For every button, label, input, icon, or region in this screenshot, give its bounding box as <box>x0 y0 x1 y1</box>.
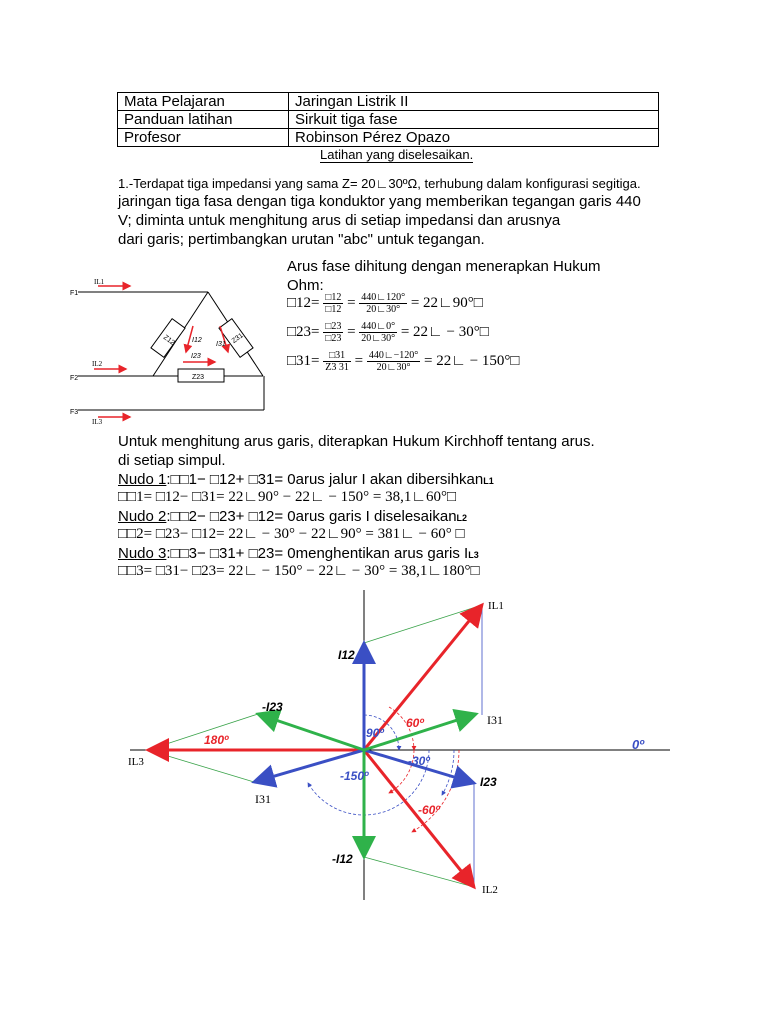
node-3-label: Nudo 3 <box>118 545 167 562</box>
z31-label: Z31 <box>230 332 245 345</box>
z12-label: Z12 <box>161 334 176 347</box>
node-1-subscript: L1 <box>483 476 494 486</box>
node-2-equation: □□2= □23− □12= 22∟ − 30° − 22∟90° = 381∟ − 60° □ <box>118 526 465 542</box>
eq-numerator: □12 <box>325 292 342 303</box>
problem-line-3: V; diminta untuk menghitung arus di setiap impedansi dan arusnya <box>118 212 561 229</box>
node-1-text: :□□1− □12+ □31= 0arus jalur I akan dibersihkan <box>166 471 484 488</box>
node-2-line <box>118 507 467 528</box>
f3-label: F3 <box>70 409 79 416</box>
delta-circuit-diagram <box>68 270 274 430</box>
phase-intro-1: Arus fase dihitung dengan menerapkan Hukum <box>287 258 601 275</box>
eq-denominator: □12 <box>325 304 342 315</box>
node-1-label: Nudo 1 <box>118 471 167 488</box>
eq-numerator: □31 <box>323 350 351 362</box>
eq-lhs: □23= <box>287 323 324 340</box>
table-row <box>118 111 659 129</box>
il3-label: IL3 <box>92 418 103 426</box>
eq-fraction <box>359 292 407 315</box>
phasor-diagram <box>120 585 680 905</box>
eq-denominator: □23 <box>325 333 342 344</box>
line-intro-2: di setiap simpul. <box>118 452 226 469</box>
angle-180-label: 180º <box>204 733 229 747</box>
table-key: Profesor <box>118 129 289 147</box>
eq-numerator: 440∟−120° <box>368 350 419 361</box>
eq-rhs: = 22∟ − 150°□ <box>420 352 520 369</box>
angle-60-label: 60º <box>406 716 424 730</box>
f2-label: F2 <box>70 375 79 382</box>
eq-sign: = <box>343 294 360 311</box>
node-2-text: :□□2− □23+ □12= 0arus garis I diselesaikan <box>166 508 457 525</box>
il2-label: IL2 <box>92 360 103 368</box>
angle-90-label: 90º <box>366 726 384 740</box>
i31-label-left: I31 <box>255 792 271 806</box>
problem-line-4: dari garis; pertimbangkan urutan "abc" untuk tegangan. <box>118 231 485 248</box>
eq-rhs: = 22∟ − 30°□ <box>397 323 489 340</box>
eq-rhs: = 22∟90°□ <box>407 294 483 311</box>
eq-denominator: 20∟30° <box>376 362 411 373</box>
minus-i23-label: -I23 <box>262 700 283 714</box>
f1-label: F1 <box>70 290 79 297</box>
table-value: Robinson Pérez Opazo <box>289 129 659 147</box>
phase-eq-3 <box>287 350 519 373</box>
node-1-line <box>118 470 494 491</box>
eq-numerator: 440∟0° <box>361 321 396 332</box>
problem-line-2: jaringan tiga fasa dengan tiga konduktor yang memberikan tegangan garis 440 <box>118 193 641 210</box>
eq-lhs: □31= <box>287 352 324 369</box>
i31-label-right: I31 <box>487 713 503 727</box>
il1-label: IL1 <box>488 600 504 612</box>
info-table <box>117 92 659 147</box>
node-1-equation: □□1= □12− □31= 22∟90° − 22∟ − 150° = 38,1∟60°□ <box>118 489 457 505</box>
z23-label: Z23 <box>192 374 205 381</box>
eq-denominator: Z3 31 <box>325 362 349 373</box>
eq-sign: = <box>350 352 367 369</box>
node-3-text: :□□3− □31+ □23= 0menghentikan arus garis I <box>166 545 469 562</box>
i31-label: I31 <box>216 341 226 348</box>
eq-fraction <box>367 350 420 373</box>
node-3-equation: □□3= □31− □23= 22∟ − 150° − 22∟ − 30° = 38,1∟180°□ <box>118 563 480 579</box>
eq-sign: = <box>343 323 360 340</box>
il2-label: IL2 <box>482 884 498 896</box>
i23-label: I23 <box>480 775 497 789</box>
node-2-label: Nudo 2 <box>118 508 167 525</box>
angle-0-label: 0º <box>632 737 644 752</box>
i12-label: I12 <box>192 337 202 344</box>
angle-minus-60-label: -60º <box>418 803 440 817</box>
il1-label: IL1 <box>94 278 105 286</box>
table-key: Mata Pelajaran <box>118 93 289 111</box>
eq-fraction <box>323 350 351 373</box>
node-3-subscript: L3 <box>468 550 479 560</box>
problem-line-1: 1.-Terdapat tiga impedansi yang sama Z= 20∟30ºΩ, terhubung dalam konfigurasi segitiga. <box>118 176 641 191</box>
node-3-line <box>118 544 479 565</box>
angle-minus-150-label: -150º <box>340 769 369 783</box>
eq-fraction <box>323 321 343 344</box>
angle-minus-30-label: -30º <box>408 754 430 768</box>
phase-eq-2 <box>287 321 489 344</box>
eq-lhs: □12= <box>287 294 324 311</box>
eq-denominator: 20∟30° <box>366 304 401 315</box>
table-row <box>118 93 659 111</box>
minus-i12-label: -I12 <box>332 852 353 866</box>
table-value: Jaringan Listrik II <box>289 93 659 111</box>
line-intro-1: Untuk menghitung arus garis, diterapkan Hukum Kirchhoff tentang arus. <box>118 433 595 450</box>
il3-label: IL3 <box>128 756 144 768</box>
eq-fraction <box>323 292 343 315</box>
eq-fraction <box>359 321 397 344</box>
table-row <box>118 129 659 147</box>
subtitle: Latihan yang diselesaikan. <box>320 147 474 162</box>
node-2-subscript: L2 <box>456 513 468 523</box>
eq-numerator: □23 <box>325 321 342 332</box>
i12-label: I12 <box>338 648 355 662</box>
il2-phasor <box>364 750 474 887</box>
i23-label: I23 <box>191 353 201 360</box>
minus-i23-phasor <box>258 714 364 750</box>
phase-intro-2: Ohm: <box>287 277 324 294</box>
phase-eq-1 <box>287 292 483 315</box>
eq-numerator: 440∟120° <box>361 292 406 303</box>
table-key: Panduan latihan <box>118 111 289 129</box>
table-value: Sirkuit tiga fase <box>289 111 659 129</box>
eq-denominator: 20∟30° <box>361 333 396 344</box>
